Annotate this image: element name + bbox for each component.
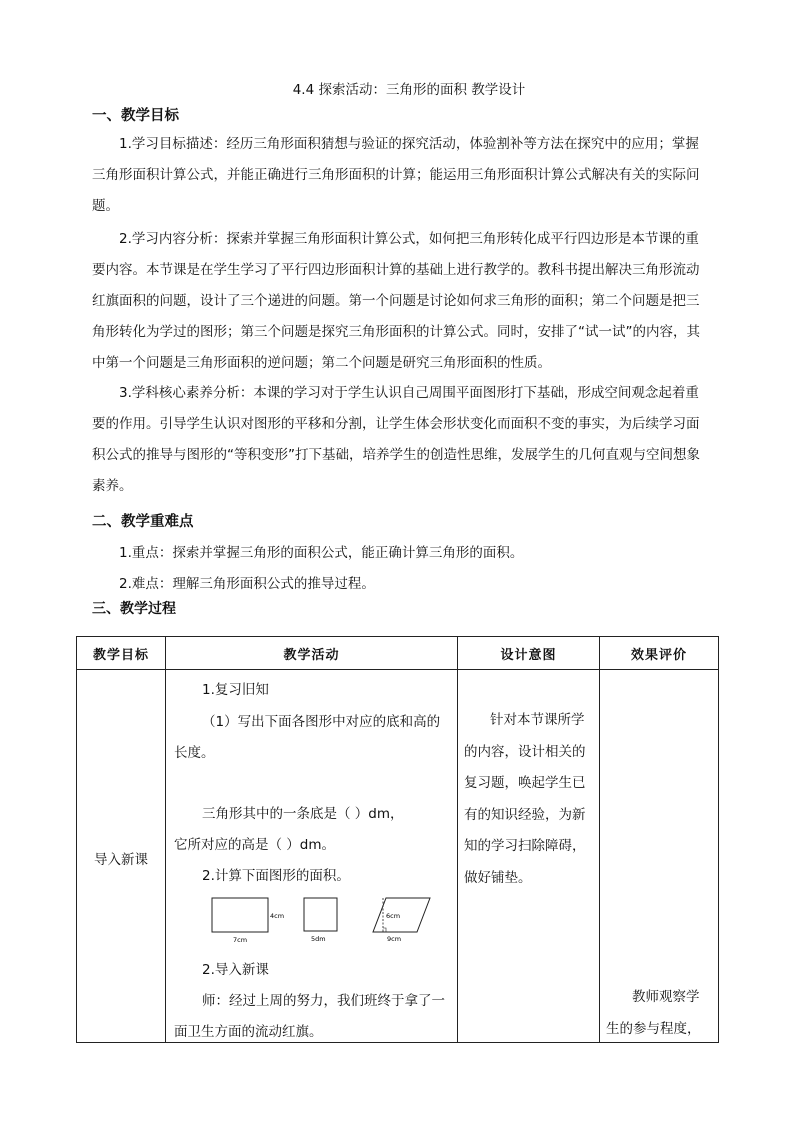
activity-question-1: （1）写出下面各图形中对应的底和高的 [202,714,441,730]
table-row [77,670,719,1043]
evaluation-text: 教师观察学生的参与程度， [606,989,701,1037]
header-intent: 设计意图 [458,637,600,670]
activity-compute-area: 2.计算下面图形的面积。 [202,868,350,884]
header-goal: 教学目标 [77,637,166,670]
activity-question-1-cont: 长度。 [174,745,215,761]
rectangle-width-label: 7cm [233,936,248,944]
keypoint-difficulty: 2.难点：理解三角形面积公式的推导过程。 [119,576,375,592]
intent-text: 针对本节课所学的内容，设计相关的复习题，唤起学生已有的知识经验，为新知的学习扫除障碍，做好铺垫。 [464,712,586,886]
table-header-row [77,637,719,670]
cell-activity [166,670,458,1043]
document-title: 4.4 探索活动：三角形的面积 教学设计 [292,82,526,98]
parallelogram-base-label: 9cm [387,935,402,943]
header-activity: 教学活动 [166,637,458,670]
rectangle-height-label: 4cm [270,912,285,920]
teaching-process-table [76,636,719,1043]
goal-text: 导入新课 [94,852,148,868]
activity-review: 1.复习旧知 [202,682,269,698]
activity-introduce: 2.导入新课 [202,962,269,978]
area-shapes-figure [210,894,440,952]
parallelogram-height-label: 6cm [386,912,401,920]
activity-triangle-base: 三角形其中的一条底是（ ）dm， [202,806,404,822]
parallelogram-shape [373,898,430,932]
paragraph-goal-description: 1.学习目标描述：经历三角形面积猜想与验证的探究活动，体验割补等方法在探究中的应用；掌握三角形面积计算公式，并能正确进行三角形面积的计算；能运用三角形面积计算公式解决有关的实际问题。 [92,136,700,214]
header-evaluation: 效果评价 [600,637,719,670]
right-angle-mark [383,928,386,932]
activity-triangle-height: 它所对应的高是（ ）dm。 [174,837,336,853]
section-heading-objectives: 一、教学目标 [92,108,179,124]
activity-teacher-line-cont: 面卫生方面的流动红旗。 [174,1024,323,1040]
section-heading-keypoints: 二、教学重难点 [92,514,194,530]
cell-goal [77,670,166,1043]
square-side-label: 5dm [311,935,326,943]
cell-intent [458,670,600,1043]
keypoint-focus: 1.重点：探索并掌握三角形的面积公式，能正确计算三角形的面积。 [119,545,524,561]
activity-teacher-line: 师：经过上周的努力，我们班终于拿了一 [202,993,445,1009]
paragraph-core-literacy: 3.学科核心素养分析：本课的学习对于学生认识自己周围平面图形打下基础，形成空间观念起着重要的作用。引导学生认识对图形的平移和分割，让学生体会形状变化而面积不变的事实，为后续学习面积公式的推导与图形的“等积变形”打下基础，培养学生的创造性思维，发展学生的几何直观与空间想象素养。 [92,385,700,494]
square-shape [304,898,337,931]
rectangle-shape [212,898,268,932]
paragraph-content-analysis: 2.学习内容分析：探索并掌握三角形面积计算公式，如何把三角形转化成平行四边形是本节课的重要内容。本节课是在学生学习了平行四边形面积计算的基础上进行教学的。教科书提出解决三角形流动红旗面积的问题，设计了三个递进的问题。第一个问题是讨论如何求三角形的面积；第二个问题是把三角形转化为学过的图形；第三个问题是探究三角形面积的计算公式。同时，安排了“试一试”的内容，其中第一个问题是三角形面积的逆问题；第二个问题是研究三角形面积的性质。 [92,231,700,371]
cell-evaluation [600,670,719,1043]
section-heading-process: 三、教学过程 [92,601,176,617]
